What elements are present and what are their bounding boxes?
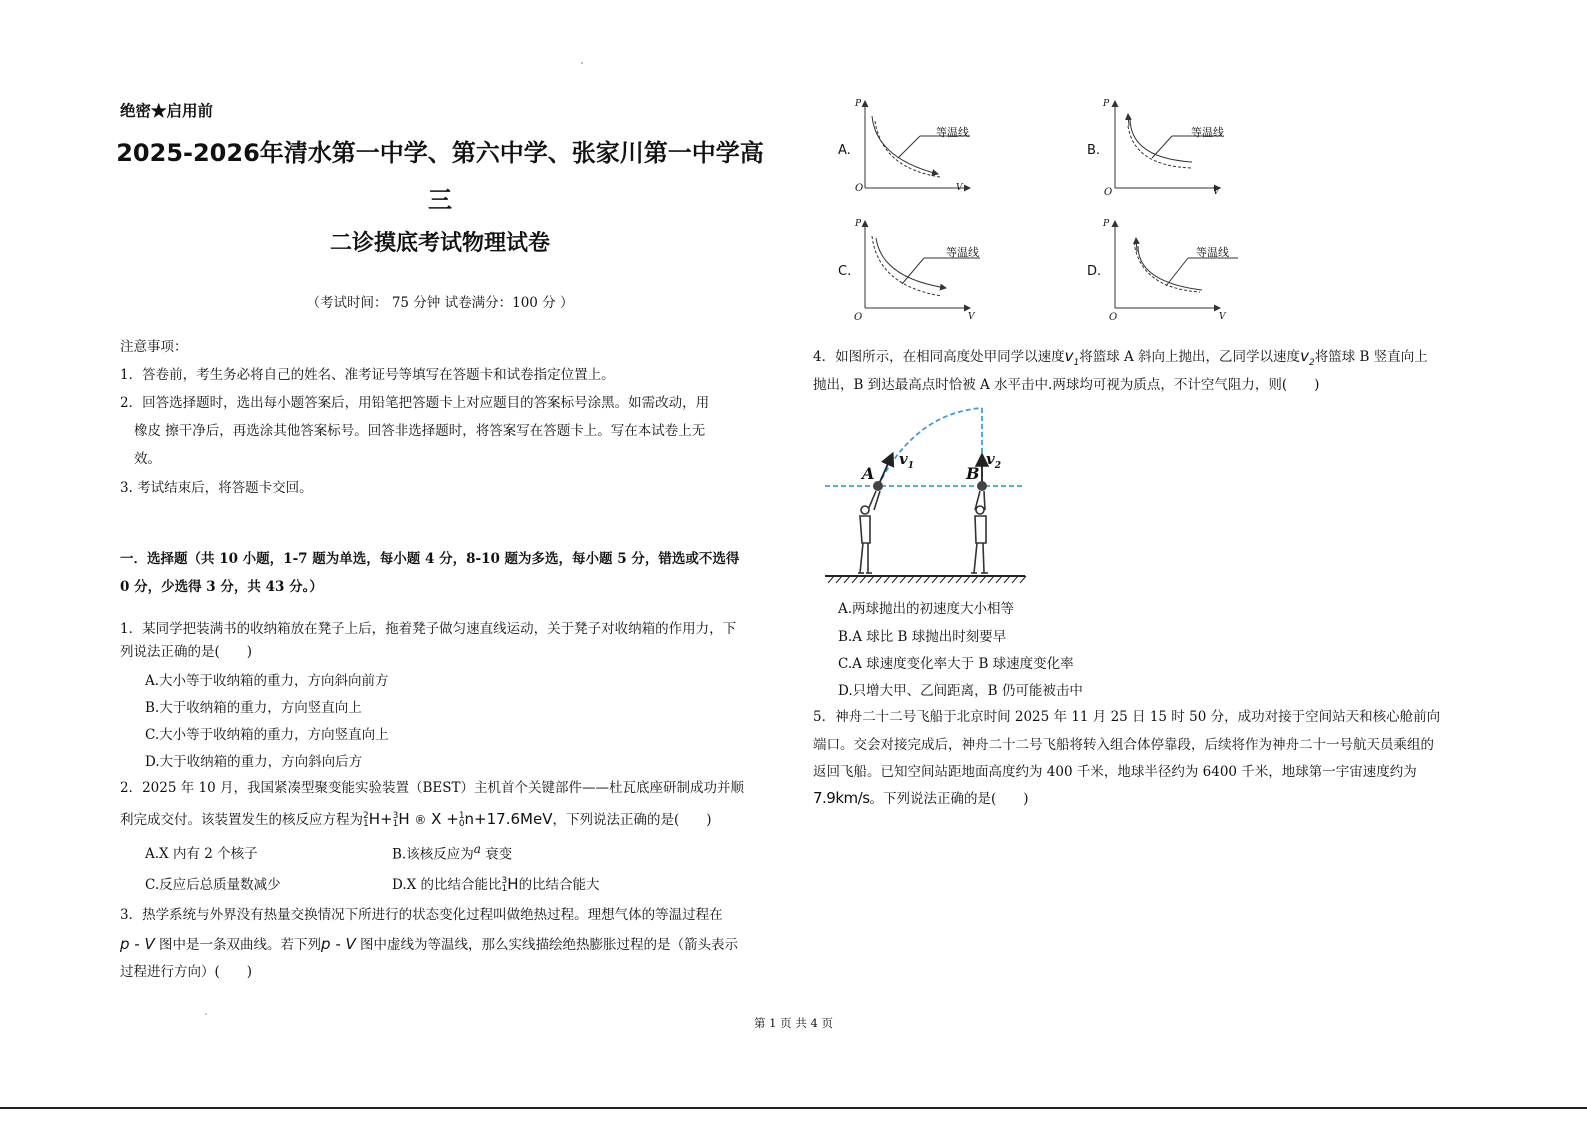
q4-stem-line1-c: 将篮球 B 竖直向上 — [1314, 349, 1428, 365]
note-1: 1．答卷前，考生务必将自己的姓名、准考证号等填写在答题卡和试卷指定位置上。 — [120, 367, 615, 383]
q4-option-d: D.只增大甲、乙间距离，B 仍可能被击中 — [838, 683, 1083, 699]
isotherm-curve — [1128, 126, 1192, 168]
graph-c-isotherm-label: 等温线 — [946, 246, 979, 259]
nuclear-equation — [363, 810, 552, 828]
graph-b-isotherm-label: 等温线 — [1191, 126, 1224, 139]
isotherm-curve — [872, 236, 942, 296]
graph-b-v-label: V — [1213, 187, 1220, 197]
graph-c-p-label: P — [855, 219, 862, 229]
graph-b-p-label: P — [1103, 99, 1110, 109]
pv-graph-d — [1100, 216, 1240, 321]
note-2-line3: 效。 — [134, 451, 161, 467]
scan-dot — [581, 62, 583, 64]
q2-option-d — [392, 873, 600, 893]
q1-stem-line1: 1．某同学把装满书的收纳箱放在凳子上后，拖着凳子做匀速直线运动，关于凳子对收纳箱的作用力，下 — [120, 621, 737, 637]
graph-a-v-label: V — [956, 183, 963, 193]
v2-letter: v — [1300, 347, 1309, 365]
q2-stem-line2 — [120, 808, 712, 828]
eq-h3-symbol: H — [398, 810, 410, 828]
section-heading-line1: 一．选择题（共 10 小题，1-7 题为单选，每小题 4 分，8-10 题为多选，每小题 5 分，错选或不选得 — [120, 551, 740, 567]
q5-stem-line4 — [813, 787, 1029, 807]
leader-line — [902, 258, 924, 284]
exam-title-line3: 二诊摸底考试物理试卷 — [329, 230, 550, 256]
q1-option-d: D.大于收纳箱的重力，方向斜向后方 — [145, 754, 363, 770]
leader-line — [1166, 258, 1188, 286]
tritium-mass: 3 — [501, 875, 508, 886]
fig-v1-letter: v — [899, 450, 908, 468]
q2-stem-suffix: ，下列说法正确的是( ) — [552, 812, 712, 828]
q2-option-d-suffix: 的比结合能大 — [518, 877, 600, 893]
confidential-label: 绝密★启用前 — [120, 101, 214, 120]
notes-heading: 注意事项： — [120, 339, 188, 355]
graph-c-label: C. — [838, 264, 852, 279]
leader-line — [1152, 136, 1172, 158]
graph-b-origin: O — [1104, 187, 1113, 198]
fig-v2-letter: v — [986, 450, 995, 468]
q3-stem-line1: 3．热学系统与外界没有热量交换情况下所进行的状态变化过程叫做绝热过程。理想气体的等温过程在 — [120, 907, 723, 923]
fig-v1-sub: 1 — [907, 461, 914, 471]
graph-a-label: A. — [838, 143, 851, 158]
q1-stem-line2: 列说法正确的是( ) — [120, 644, 253, 660]
note-2-line2: 橡皮 擦干净后，再选涂其他答案标号。回答非选择题时，将答案写在答题卡上。写在本试卷上无 — [134, 423, 706, 439]
tritium-symbol — [502, 875, 519, 893]
eq-n-mass: 1 — [458, 810, 465, 821]
graph-d-isotherm-label: 等温线 — [1196, 246, 1229, 259]
fig-label-v1 — [899, 450, 914, 471]
graph-a-isotherm-label: 等温线 — [936, 126, 969, 139]
q4-option-a: A.两球抛出的初速度大小相等 — [838, 601, 1015, 617]
page-bottom-border — [0, 1107, 1587, 1109]
first-cosmic-velocity: 7.9km/s — [813, 789, 870, 807]
q3-stem-line2 — [120, 933, 738, 953]
v1-symbol — [1064, 347, 1080, 368]
eq-h2-symbol: H — [368, 810, 381, 828]
player-jia — [858, 491, 880, 573]
fig-label-a: A — [862, 464, 875, 483]
exam-title-line1: 2025-2026年清水第一中学、第六中学、张家川第一中学高 — [116, 139, 764, 167]
section-heading-line2: 0 分，少选得 3 分，共 43 分。） — [120, 579, 323, 595]
pv-graph-c — [850, 216, 980, 321]
q2-option-d-prefix: D.X 的比结合能比 — [392, 877, 502, 893]
page-number: 第 1 页 共 4 页 — [754, 1016, 833, 1030]
graph-d-origin: O — [1109, 312, 1118, 323]
q2-option-b — [392, 842, 512, 863]
note-3: 3. 考试结束后，将答题卡交回。 — [120, 480, 313, 496]
alpha-symbol: a — [473, 842, 481, 856]
q5-stem-line3: 返回飞船。已知空间站距地面高度约为 400 千米，地球半径约为 6400 千米，地球第一宇宙速度约为 — [813, 764, 1417, 780]
pv-symbol-1: p - V — [120, 935, 155, 953]
eq-h2-mass: 2 — [363, 810, 369, 821]
process-curve — [876, 238, 946, 288]
eq-plus-1: + — [380, 810, 393, 828]
note-2-line1: 2．回答选择题时，选出每小题答案后，用铅笔把答题卡上对应题目的答案标号涂黑。如需改动，用 — [120, 395, 710, 411]
basketball-figure — [820, 398, 1035, 588]
v2-subscript: 2 — [1308, 358, 1315, 368]
q1-option-b: B.大于收纳箱的重力，方向竖直向上 — [145, 700, 362, 716]
exam-title-line2: 三 — [428, 186, 452, 214]
ball-a — [873, 481, 883, 491]
eq-n-charge: 0 — [458, 818, 465, 829]
v1-subscript: 1 — [1073, 358, 1080, 368]
tritium-letter: H — [507, 875, 519, 893]
q2-option-b-suffix: 衰变 — [480, 846, 513, 863]
eq-plus-2: + — [446, 810, 459, 828]
player-yi — [971, 491, 988, 573]
eq-h3-mass: 3 — [392, 810, 399, 821]
eq-x-symbol: X — [431, 810, 442, 828]
q1-option-a: A.大小等于收纳箱的重力，方向斜向前方 — [145, 673, 389, 689]
q2-stem-line1: 2．2025 年 10 月，我国紧凑型聚变能实验装置（BEST）主机首个关键部件——杜瓦底座研制成功并顺 — [120, 780, 745, 796]
q2-option-b-prefix: B.该核反应为 — [392, 846, 474, 863]
q4-stem-line1 — [813, 345, 1428, 368]
graph-d-v-label: V — [1219, 312, 1226, 322]
pv-graph-b — [1100, 96, 1230, 201]
process-arrow — [1136, 238, 1137, 252]
q2-option-a: A.X 内有 2 个核子 — [145, 846, 258, 862]
eq-h3-charge: 1 — [392, 818, 399, 829]
graph-d-label: D. — [1087, 264, 1102, 279]
eq-neutron-energy: n+17.6MeV — [464, 810, 553, 828]
q3-stem-line2-b: 图中虚线为等温线，那么实线描绘绝热膨胀过程的是（箭头表示 — [355, 937, 739, 953]
process-curve — [1130, 118, 1192, 162]
fig-v2-sub: 2 — [994, 461, 1001, 471]
leader-line — [898, 136, 920, 158]
q5-stem-line1: 5．神舟二十二号飞船于北京时间 2025 年 11 月 25 日 15 时 50 分，成功对接于空间站天和核心舱前向 — [813, 709, 1441, 725]
tritium-charge: 1 — [501, 883, 508, 894]
graph-a-origin: O — [855, 183, 864, 194]
q4-stem-line2: 抛出，B 到达最高点时恰被 A 水平击中.两球均可视为质点，不计空气阻力，则( ) — [813, 377, 1320, 393]
exam-duration: （考试时间： 75 分钟 试卷满分：100 分 ） — [306, 295, 574, 311]
graph-d-p-label: P — [1103, 219, 1110, 229]
q4-option-b: B.A 球比 B 球抛出时刻要早 — [838, 629, 1007, 645]
process-arrow — [1128, 114, 1129, 126]
q3-stem-line3: 过程进行方向）( ) — [120, 964, 253, 980]
pv-symbol-2: p - V — [321, 935, 356, 953]
ground-hatch — [828, 576, 1026, 583]
graph-b-label: B. — [1087, 143, 1101, 158]
eq-arrow: ® — [414, 813, 427, 827]
q5-stem-line4-suffix: 。下列说法正确的是( ) — [869, 791, 1029, 807]
graph-a-p-label: P — [855, 99, 862, 109]
q4-stem-line1-b: 将篮球 A 斜向上抛出，乙同学以速度 — [1079, 349, 1301, 365]
v1-arrow — [878, 455, 892, 486]
v1-letter: v — [1064, 347, 1074, 365]
q2-option-c: C.反应后总质量数减少 — [145, 877, 281, 893]
fig-label-v2 — [986, 450, 1001, 471]
q3-stem-line2-a: 图中是一条双曲线。若下列 — [154, 937, 322, 953]
q2-stem-prefix: 利完成交付。该装置发生的核反应方程为 — [120, 812, 363, 828]
q5-stem-line2: 端口。交会对接完成后，神舟二十二号飞船将转入组合体停靠段，后续将作为神舟二十一号航天员乘组的 — [813, 737, 1434, 753]
v2-symbol — [1300, 347, 1315, 368]
eq-h2-charge: 1 — [363, 818, 369, 829]
fig-label-b: B — [966, 464, 980, 483]
graph-c-origin: O — [854, 312, 863, 323]
q4-stem-line1-a: 4．如图所示，在相同高度处甲同学以速度 — [813, 349, 1065, 365]
q1-option-c: C.大小等于收纳箱的重力，方向竖直向上 — [145, 727, 389, 743]
q4-option-c: C.A 球速度变化率大于 B 球速度变化率 — [838, 656, 1074, 672]
process-curve — [1138, 246, 1202, 290]
graph-c-v-label: V — [968, 312, 975, 322]
